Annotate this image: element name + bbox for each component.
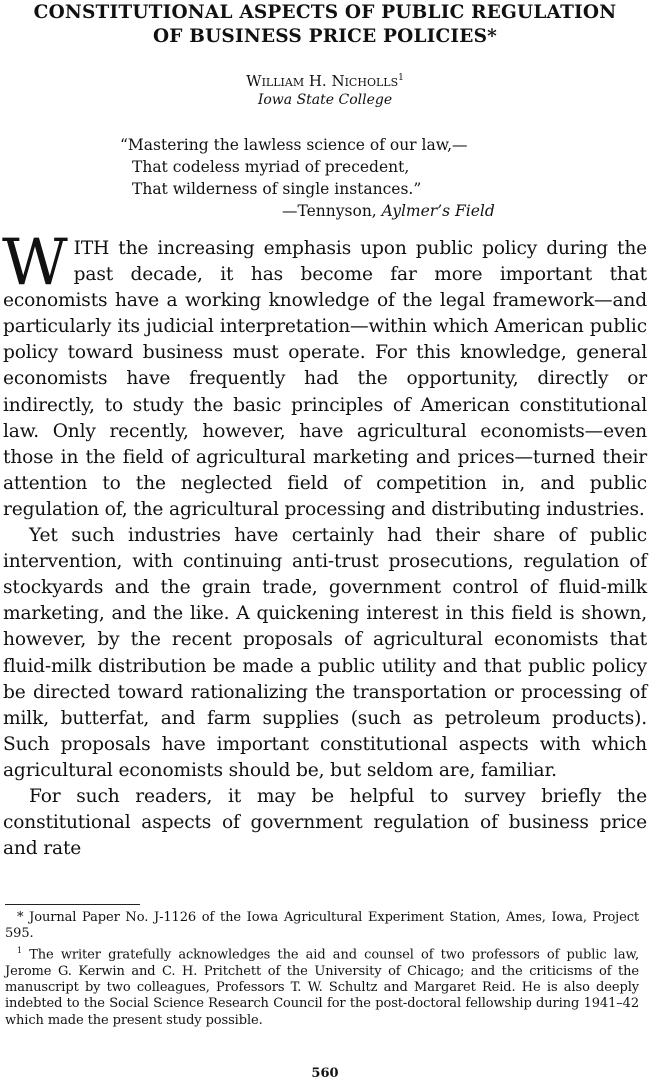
title-footnote-marker: * <box>487 26 498 47</box>
title-line-1: CONSTITUTIONAL ASPECTS OF PUBLIC REGULATION <box>33 2 617 23</box>
article-body <box>2 226 647 862</box>
body-paragraph-1-text: ITH the increasing emphasis upon public policy during the past decade, it has become far more important that economists have a working knowledge of the legal framework—and particularly its judicial interpretation—within which American public policy toward business must operate. For this knowledge, general economists have frequently had the opportunity, directly or indirectly, to study the basic principles of American constitutional law. Only recently, however, have agricultural economists—even those in the field of agricultural marketing and prices—turned their attention to the neglected field of competition in, and public regulation of, the agricultural processing and distributing industries. <box>3 238 647 520</box>
footnote-star: * Journal Paper No. J-1126 of the Iowa Agricultural Experiment Station, Ames, Iowa, Project 595. <box>5 910 639 942</box>
epigraph-attribution <box>282 200 495 222</box>
epigraph-author: —Tennyson, <box>282 202 382 220</box>
body-paragraph-2: Yet such industries have certainly had their share of public intervention, with continuing anti-trust prosecutions, regulation of stockyards and the grain trade, government control of fluid-milk marketing, and the like. A quickening interest in this field is shown, however, by the recent proposals of agricultural economists that fluid-milk distribution be made a public utility and that public policy be directed toward rationalizing the transportation or processing of milk, butterfat, and farm supplies (such as petroleum products). Such proposals have important constitutional aspects with which agricultural economists should be, but seldom are, familiar. <box>3 525 647 781</box>
footnote-1-marker: 1 <box>17 945 22 955</box>
epigraph <box>120 134 530 220</box>
body-paragraph-3: For such readers, it may be helpful to survey briefly the constitutional aspects of government regulation of business price and rate <box>3 785 647 860</box>
footnotes <box>5 910 639 1029</box>
footnote-rule <box>5 904 140 905</box>
title-line-2 <box>0 25 650 49</box>
epigraph-work: Aylmer’s Field <box>381 202 495 220</box>
body-paragraph-1 <box>2 226 647 523</box>
epigraph-line-2: That codeless myriad of precedent, <box>132 158 410 176</box>
author-footnote-marker: 1 <box>398 73 404 83</box>
author-byline <box>0 68 650 91</box>
epigraph-line-3: That wilderness of single instances.” <box>132 180 422 198</box>
page-number: 560 <box>311 1066 339 1081</box>
title-line-2-text: OF BUSINESS PRICE POLICIES <box>152 26 488 47</box>
footnote-1-text: The writer gratefully acknowledges the aid and counsel of two professors of public law, Jerome G. Kerwin and C. H. Pritchett of the University of Chicago; and the criticisms of the manuscript by two colleagues, Professors T. W. Schultz and Margaret Reid. He is also deeply indebted to the Social Science Research Council for the post-doctoral fellowship during 1941–42 which made the present study possible. <box>5 947 639 1028</box>
epigraph-line-1: “Mastering the lawless science of our law,— <box>120 136 468 154</box>
drop-cap: W <box>2 226 68 300</box>
author-affiliation: Iowa State College <box>257 92 393 108</box>
footnote-1 <box>5 943 639 1029</box>
author-name: William H. Nicholls <box>246 72 399 90</box>
article-title <box>0 1 650 49</box>
